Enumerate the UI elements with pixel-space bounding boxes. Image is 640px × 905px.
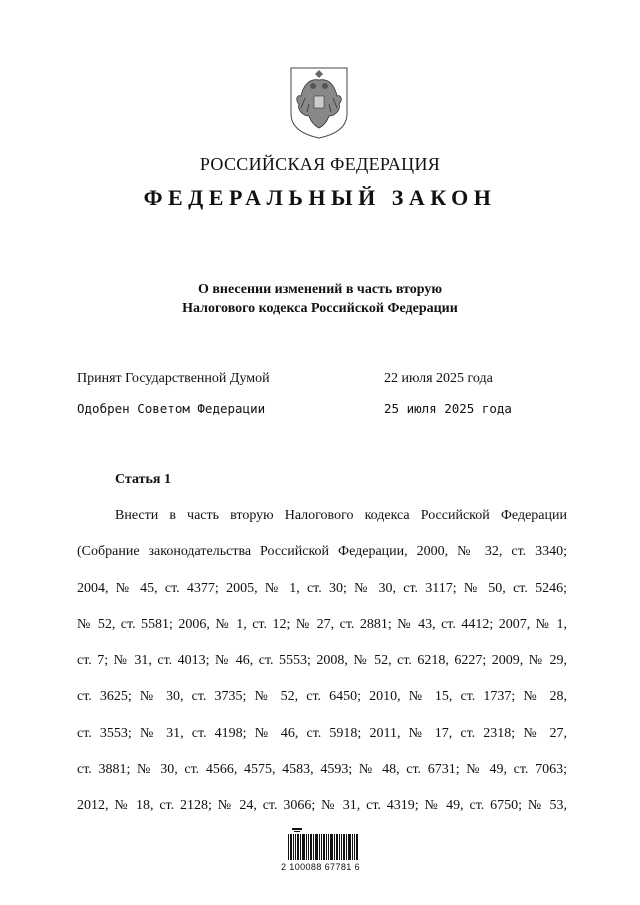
country-name: РОССИЙСКАЯ ФЕДЕРАЦИЯ <box>199 154 441 174</box>
article-line: (Собрание законодательства Российской Федерации, 2000, № 32, ст. 3340; <box>77 544 567 560</box>
adoption-date: 22 июля 2025 года <box>384 371 493 386</box>
article-line: ст. 7; № 31, ст. 4013; № 46, ст. 5553; 2008, № 52, ст. 6218, 6227; 2009, № 29, <box>77 653 567 669</box>
article-line: Внести в часть вторую Налогового кодекса Российской Федерации <box>115 508 567 523</box>
article-line: ст. 3625; № 30, ст. 3735; № 52, ст. 6450; 2010, № 15, ст. 1737; № 28, <box>77 689 567 705</box>
law-subject <box>0 280 640 318</box>
article-line: № 52, ст. 5581; 2006, № 1, ст. 12; № 27, ст. 2881; № 43, ст. 4412; 2007, № 1, <box>77 616 567 632</box>
barcode-number: 2 100088 67781 6 <box>281 862 360 872</box>
article-line: ст. 3553; № 31, ст. 4198; № 46, ст. 5918; 2011, № 17, ст. 2318; № 27, <box>77 725 567 741</box>
coat-of-arms-icon <box>287 64 351 140</box>
article-line: 2004, № 45, ст. 4377; 2005, № 1, ст. 30; № 30, ст. 3117; № 50, ст. 5246; <box>77 580 567 596</box>
adoption-date: 25 июля 2025 года <box>384 401 512 416</box>
adopting-body: Одобрен Советом Федерации <box>77 401 266 416</box>
law-subject-line: О внесении изменений в часть вторую <box>197 282 443 297</box>
article-line: 2012, № 18, ст. 2128; № 24, ст. 3066; № 31, ст. 4319; № 49, ст. 6750; № 53, <box>77 798 567 814</box>
article-body <box>77 498 567 825</box>
law-subject-line: Налогового кодекса Российской Федерации <box>182 301 458 316</box>
adopting-body: Принят Государственной Думой <box>77 371 270 386</box>
article-heading: Статья 1 <box>115 472 171 487</box>
article-line: ст. 3881; № 30, ст. 4566, 4575, 4583, 4593; № 48, ст. 6731; № 49, ст. 7063; <box>77 762 567 778</box>
document-type-title: ФЕДЕРАЛЬНЫЙ ЗАКОН <box>143 185 497 210</box>
